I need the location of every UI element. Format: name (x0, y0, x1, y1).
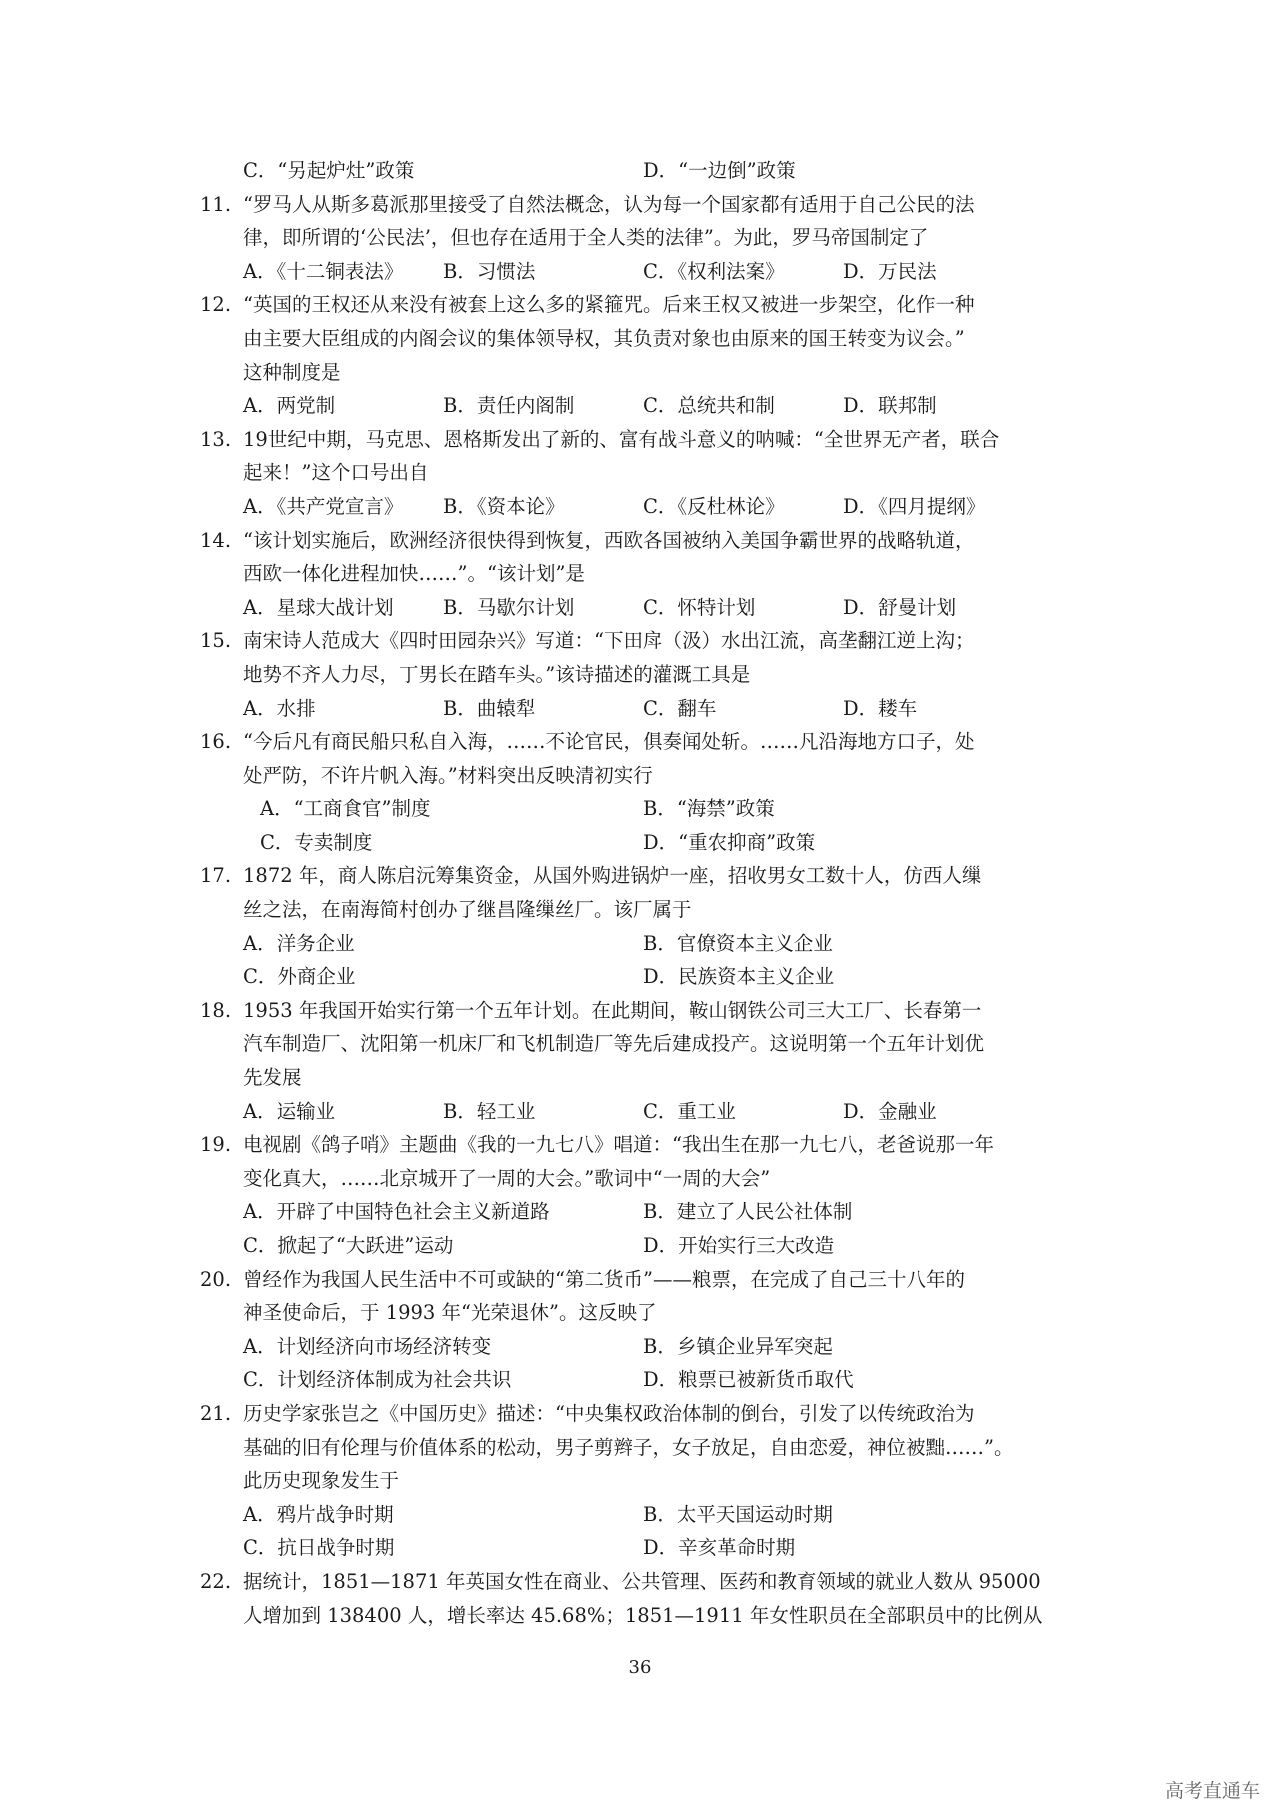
q19-stem-text-1: 电视剧《鸽子哨》主题曲《我的一九七八》唱道：“我出生在那一九七八，老爸说那一年 (243, 1133, 994, 1157)
q18-stem-line-1 (200, 994, 1120, 1028)
q12-stem-line-2: 由主要大臣组成的内阁会议的集体领导权，其负责对象也由原来的国王转变为议会。” (243, 326, 965, 350)
q13-option-b: B．《资本论》 (443, 494, 565, 518)
q12-option-a: A．两党制 (243, 394, 336, 418)
q22-stem-line-1 (200, 1565, 1120, 1599)
q18-options (200, 1095, 1120, 1129)
q20-stem-text-1: 曾经作为我国人民生活中不可或缺的“第二货币”——粮票，在完成了自己三十八年的 (243, 1267, 965, 1291)
q20-stem-line-1 (200, 1263, 1120, 1297)
q15-option-b: B．曲辕犁 (443, 696, 536, 720)
q13-stem-line-2: 起来！”这个口号出自 (243, 461, 429, 485)
q14-stem-text-1: “该计划实施后，欧洲经济很快得到恢复，西欧各国被纳入美国争霸世界的战略轨道， (243, 528, 975, 552)
q12-option-c: C．总统共和制 (643, 394, 775, 418)
q14-options (200, 591, 1120, 625)
q22-stem-text-1: 据统计，1851—1871 年英国女性在商业、公共管理、医药和教育领域的就业人数从 95000 (243, 1569, 1041, 1593)
q10-options (200, 154, 1120, 188)
q17-stem-line-1 (200, 859, 1120, 893)
q14-stem-line-1 (200, 524, 1120, 558)
q14-option-b: B．马歇尔计划 (443, 595, 575, 619)
q19-options-row-1 (200, 1195, 1120, 1229)
q13-stem-line-1 (200, 423, 1120, 457)
q13-option-d: D．《四月提纲》 (843, 494, 986, 518)
q15-number: 15. (200, 629, 232, 653)
q18-option-a: A．运输业 (243, 1099, 336, 1123)
q17-option-a: A．洋务企业 (243, 931, 355, 955)
q10-option-d: D．“一边倒”政策 (643, 159, 796, 182)
q21-option-b: B．太平天国运动时期 (643, 1502, 833, 1526)
q11-stem-line-1 (200, 188, 1120, 222)
q19-stem-line-2: 变化真大，……北京城开了一周的大会。”歌词中“一周的大会” (243, 1166, 771, 1190)
q21-option-a: A．鸦片战争时期 (243, 1502, 394, 1526)
q22-number: 22. (200, 1569, 232, 1593)
q18-stem-text-1: 1953 年我国开始实行第一个五年计划。在此期间，鞍山钢铁公司三大工厂、长春第一 (243, 998, 982, 1022)
q11-option-b: B．习惯法 (443, 259, 536, 283)
q18-number: 18. (200, 998, 232, 1022)
q20-stem-line-2: 神圣使命后，于 1993 年“光荣退休”。这反映了 (243, 1301, 657, 1325)
q16-option-c: C．专卖制度 (260, 830, 373, 854)
q18-stem-line-2: 汽车制造厂、沈阳第一机床厂和飞机制造厂等先后建成投产。这说明第一个五年计划优 (243, 1032, 985, 1056)
q15-stem-line-1 (200, 624, 1120, 658)
q17-number: 17. (200, 864, 232, 888)
q11-option-c: C．《权利法案》 (643, 259, 785, 283)
q14-stem-line-2: 西欧一体化进程加快……”。“该计划”是 (243, 562, 585, 586)
q16-stem-text-1: “今后凡有商民船只私自入海，……不论官民，俱奏闻处斩。……凡沿海地方口子，处 (243, 730, 975, 754)
q18-option-b: B．轻工业 (443, 1099, 536, 1123)
q12-options (200, 389, 1120, 423)
q22-stem-line-2: 人增加到 138400 人，增长率达 45.68%；1851—1911 年女性职员在全部职员中的比例从 (243, 1603, 1043, 1627)
q17-stem-text-1: 1872 年，商人陈启沅筹集资金，从国外购进锅炉一座，招收男女工数十人，仿西人缫 (243, 864, 982, 888)
q16-number: 16. (200, 730, 232, 754)
q17-option-c: C．外商企业 (243, 965, 356, 989)
q20-option-b: B．乡镇企业异军突起 (643, 1334, 833, 1358)
watermark: 高考直通车 (1164, 1780, 1260, 1802)
q15-option-a: A．水排 (243, 696, 316, 720)
q19-option-b: B．建立了人民公社体制 (643, 1200, 853, 1224)
q21-stem-line-3: 此历史现象发生于 (243, 1469, 400, 1493)
q12-option-d: D．联邦制 (843, 394, 937, 418)
q16-stem-line-2: 处严防，不许片帆入海。”材料突出反映清初实行 (243, 763, 653, 787)
q20-number: 20. (200, 1267, 232, 1291)
q21-options-row-1 (200, 1498, 1120, 1532)
q15-stem-text-1: 南宋诗人范成大《四时田园杂兴》写道：“下田戽（汲）水出江流，高垄翻江逆上沟； (243, 629, 975, 653)
q21-option-c: C．抗日战争时期 (243, 1536, 395, 1560)
q11-options (200, 255, 1120, 289)
q11-option-a: A．《十二铜表法》 (243, 259, 404, 283)
q21-stem-line-2: 基础的旧有伦理与价值体系的松动，男子剪辫子，女子放足，自由恋爱，神位被黜……”。 (243, 1435, 1014, 1459)
q20-option-d: D．粮票已被新货币取代 (643, 1368, 854, 1392)
q11-option-d: D．万民法 (843, 259, 937, 283)
q16-stem-line-1 (200, 725, 1120, 759)
q11-number: 11. (200, 192, 232, 216)
q21-options-row-2 (200, 1531, 1120, 1565)
q21-option-d: D．辛亥革命时期 (643, 1536, 796, 1560)
q16-option-d: D．“重农抑商”政策 (643, 830, 816, 854)
q20-option-c: C．计划经济体制成为社会共识 (243, 1368, 512, 1392)
q14-number: 14. (200, 528, 232, 552)
q20-option-a: A．计划经济向市场经济转变 (243, 1334, 492, 1358)
q13-option-c: C．《反杜林论》 (643, 494, 785, 518)
q12-stem-line-1 (200, 288, 1120, 322)
question-list (200, 154, 1120, 1632)
q19-stem-line-1 (200, 1128, 1120, 1162)
q15-options (200, 692, 1120, 726)
q19-option-d: D．开始实行三大改造 (643, 1234, 835, 1257)
q17-stem-line-2: 丝之法，在南海简村创办了继昌隆缫丝厂。该厂属于 (243, 898, 692, 922)
q11-stem-line-2: 律，即所谓的‘公民法’，但也存在适用于全人类的法律”。为此，罗马帝国制定了 (243, 226, 929, 250)
q15-option-c: C．翻车 (643, 696, 717, 720)
q14-option-c: C．怀特计划 (643, 595, 756, 619)
q18-option-c: C．重工业 (643, 1099, 736, 1123)
q17-options-row-2 (200, 960, 1120, 994)
q14-option-d: D．舒曼计划 (843, 595, 957, 619)
q18-stem-line-3: 先发展 (243, 1066, 302, 1090)
q13-number: 13. (200, 427, 232, 451)
page-number: 36 (628, 1657, 652, 1678)
q16-options-row-1 (200, 792, 1120, 826)
q13-options (200, 490, 1120, 524)
q20-options-row-1 (200, 1330, 1120, 1364)
q12-number: 12. (200, 293, 232, 317)
q19-number: 19. (200, 1133, 232, 1157)
q21-stem-text-1: 历史学家张岂之《中国历史》描述：“中央集权政治体制的倒台，引发了以传统政治为 (243, 1401, 975, 1425)
q17-options-row-1 (200, 927, 1120, 961)
q19-option-a: A．开辟了中国特色社会主义新道路 (243, 1200, 550, 1224)
q14-option-a: A．星球大战计划 (243, 595, 394, 619)
q18-option-d: D．金融业 (843, 1099, 937, 1123)
q20-options-row-2 (200, 1363, 1120, 1397)
q17-option-d: D．民族资本主义企业 (643, 965, 835, 989)
q12-option-b: B．责任内阁制 (443, 394, 575, 418)
q13-option-a: A．《共产党宣言》 (243, 494, 404, 518)
q21-stem-line-1 (200, 1397, 1120, 1431)
q11-stem-text-1: “罗马人从斯多葛派那里接受了自然法概念，认为每一个国家都有适用于自己公民的法 (243, 192, 975, 216)
q10-option-c: C．“另起炉灶”政策 (243, 159, 415, 182)
q16-option-b: B．“海禁”政策 (643, 797, 775, 821)
q13-stem-text-1: 19世纪中期，马克思、恩格斯发出了新的、富有战斗意义的呐喊：“全世界无产者，联合 (243, 427, 1000, 451)
q21-number: 21. (200, 1401, 232, 1425)
q12-stem-line-3: 这种制度是 (243, 360, 341, 384)
q17-option-b: B．官僚资本主义企业 (643, 931, 833, 955)
q12-stem-text-1: “英国的王权还从来没有被套上这么多的紧箍咒。后来王权又被进一步架空，化作一种 (243, 293, 975, 317)
q15-stem-line-2: 地势不齐人力尽，丁男长在踏车头。”该诗描述的灌溉工具是 (243, 662, 751, 686)
q19-options-row-2 (200, 1229, 1120, 1263)
q15-option-d: D．耧车 (843, 696, 918, 720)
q16-option-a: A．“工商食官”制度 (260, 797, 431, 821)
q16-options-row-2 (200, 826, 1120, 860)
q19-option-c: C．掀起了“大跃进”运动 (243, 1234, 454, 1257)
